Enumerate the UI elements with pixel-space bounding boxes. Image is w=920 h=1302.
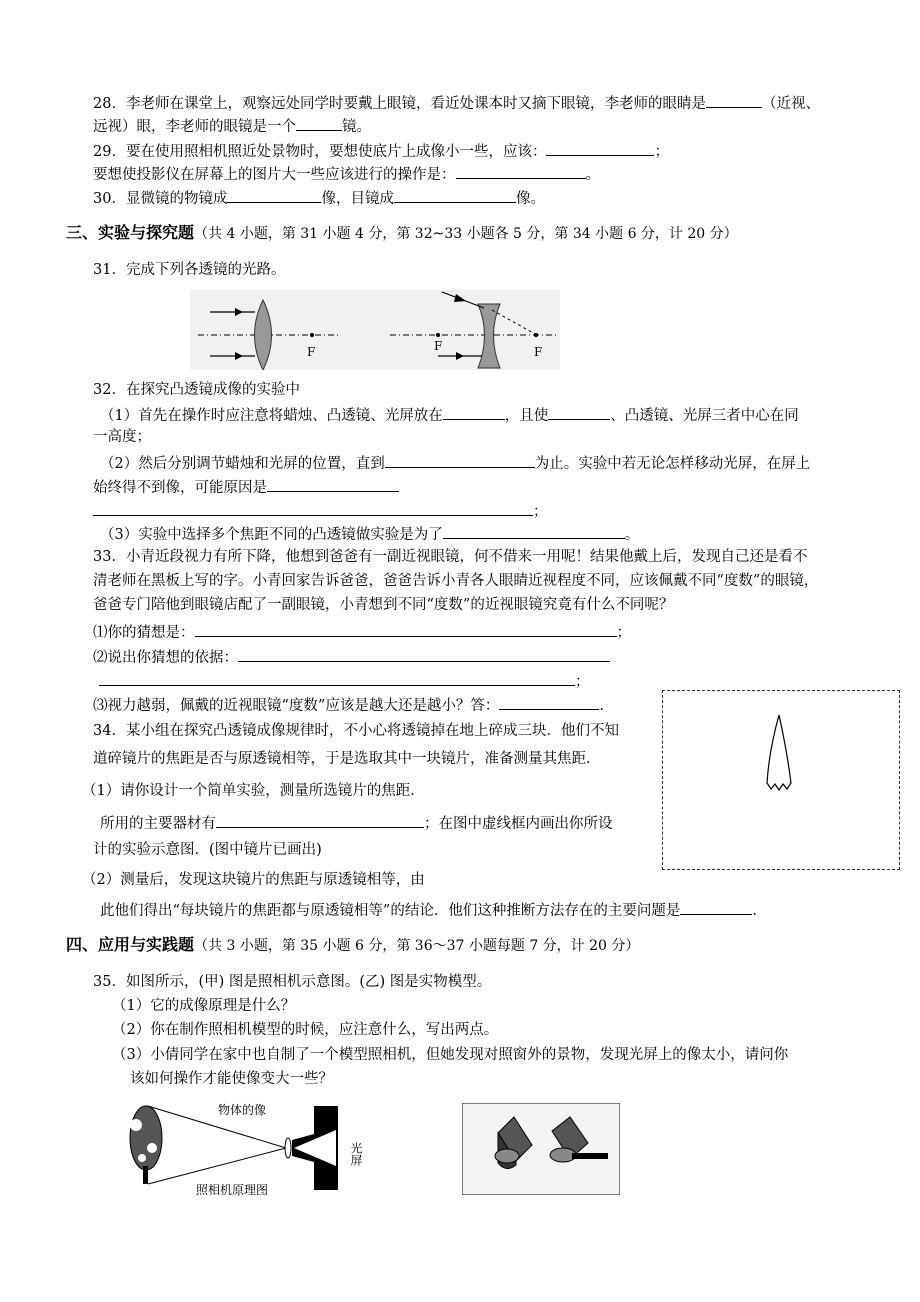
q29-line1: 29．要在使用照相机照近处景物时，要想使底片上成像小一些，应该： ；	[93, 140, 669, 162]
q31-lens-diagrams	[190, 290, 560, 370]
q33-sub2-line: ；	[93, 670, 590, 692]
q33-sub1: ⑴你的猜想是： ；	[93, 621, 631, 643]
q35-line1: 35．如图所示，(甲) 图是照相机示意图。(乙) 图是实物模型。	[93, 974, 492, 990]
q34-line2: 道碎镜片的焦距是否与原透镜相等，于是选取其中一块镜片，准备测量其焦距．	[93, 751, 601, 767]
q32-blank-6[interactable]	[443, 523, 625, 539]
q35-part1: （1）它的成像原理是什么？	[112, 998, 296, 1014]
model-photo-frame	[462, 1103, 620, 1195]
q34-line7: 此他们得出“每块镜片的焦距都与原透镜相等”的结论．他们这种推断方法存在的主要问题是 .	[100, 899, 757, 921]
q33-line3: 爸爸专门陪他到眼镜店配了一副眼镜，小青想到不同“度数”的近视眼镜究竟有什么不同呢？	[93, 597, 674, 613]
q30-line: 30．显微镜的物镜成 像，目镜成 像。	[93, 187, 545, 209]
q31-focus-2	[436, 333, 440, 337]
q34-line4: 所用的主要器材有 ；在图中虚线框内画出你所设	[100, 812, 613, 834]
q30-blank-2[interactable]	[394, 187, 516, 203]
q34-line6: （2）测量后，发现这块镜片的焦距与原透镜相等，由	[82, 872, 425, 888]
q32-intro: 32．在探究凸透镜成像的实验中	[93, 382, 300, 398]
q31-focus-3	[534, 333, 538, 337]
camera-figure-caption: 照相机原理图	[196, 1183, 269, 1197]
image-of-object-label: 物体的像	[218, 1103, 267, 1117]
q33-sub3: ⑶视力越弱，佩戴的近视眼镜“度数”应该是越大还是越小？答： .	[93, 694, 604, 716]
q33-line2: 清老师在黑板上写的字。小青回家告诉爸爸，爸爸告诉小青各人眼睛近视程度不同，应该佩戴不同“度数”的眼镜，	[93, 573, 819, 589]
tree-icon	[130, 1106, 162, 1184]
camera-ray-bottom	[148, 1148, 286, 1184]
q32-blank-4[interactable]	[267, 476, 399, 492]
q34-blank-2[interactable]	[680, 899, 752, 915]
q32-part1-cont: 一高度；	[93, 429, 151, 445]
screen-label: 光屏	[349, 1142, 363, 1166]
q34-drawing-box[interactable]	[662, 690, 900, 870]
q35-part2: （2）你在制作照相机模型的时候，应注意什么，写出两点。	[112, 1022, 499, 1038]
tube-handle	[572, 1153, 608, 1159]
q33-sub2: ⑵说出你猜想的依据：	[93, 646, 610, 668]
q35-part3: （3）小倩同学在家中也自制了一个模型照相机，但她发现对照窗外的景物，发现光屏上的像太小，请问你	[112, 1047, 789, 1063]
q31-f-label-2: F	[434, 339, 443, 353]
q32-part2: （2）然后分别调节蜡烛和光屏的位置，直到 为止。实验中若无论怎样移动光屏，在屏上	[100, 452, 810, 474]
q34-line1: 34．某小组在探究凸透镜成像规律时，不小心将透镜掉在地上碎成三块．他们不知	[93, 723, 619, 739]
q32-part2-line: ；	[93, 500, 548, 522]
q32-part1: （1）首先在操作时应注意将蜡烛、凸透镜、光屏放在 ，且使 、凸透镜、光屏三者中心在同	[100, 404, 799, 426]
q32-part2-cont: 始终得不到像，可能原因是	[93, 476, 399, 498]
q31-figure-background	[190, 290, 560, 370]
q31-f-label-1: F	[307, 345, 316, 359]
q29-blank-2[interactable]	[456, 163, 586, 179]
camera-principle-figure	[118, 1100, 388, 1200]
section-3-heading: 三、实验与探究题（共 4 小题，第 31 小题 4 分，第 32~33 小题各 5 分，第 34 小题 6 分，计 20 分）	[66, 223, 738, 242]
q32-blank-1[interactable]	[443, 404, 505, 420]
lens-fragment-drawing	[663, 691, 897, 867]
q33-blank-4[interactable]	[499, 694, 599, 710]
q29-line2: 要想使投影仪在屏幕上的图片大一些应该进行的操作是： 。	[93, 163, 600, 185]
q32-blank-5[interactable]	[93, 500, 533, 516]
q34-blank-1[interactable]	[216, 812, 424, 828]
q33-blank-1[interactable]	[195, 621, 617, 637]
q31-f-label-3: F	[534, 345, 543, 359]
section-4-heading: 四、应用与实践题（共 3 小题，第 35 小题 6 分，第 36～37 小题每题 7 分，计 20 分）	[66, 935, 640, 954]
lens-fragment-icon	[767, 715, 791, 790]
q31-text: 31．完成下列各透镜的光路。	[93, 262, 286, 278]
q30-blank-1[interactable]	[227, 187, 321, 203]
q28-blank-1[interactable]	[706, 92, 762, 108]
q32-blank-3[interactable]	[385, 452, 535, 468]
q31-focus-1	[310, 333, 314, 337]
q34-line3: （1）请你设计一个简单实验，测量所选镜片的焦距．	[82, 783, 425, 799]
q28-blank-2[interactable]	[296, 115, 342, 131]
camera-model-photo	[462, 1103, 620, 1195]
q33-blank-3[interactable]	[99, 670, 575, 686]
q33-blank-2[interactable]	[238, 646, 610, 662]
camera-lens-icon	[285, 1138, 291, 1158]
q32-part3: （3）实验中选择多个焦距不同的凸透镜做实验是为了 。	[100, 523, 639, 545]
q28-line2: 远视）眼，李老师的眼镜是一个 镜。	[93, 115, 371, 137]
q33-line1: 33．小青近段视力有所下降，他想到爸爸有一副近视眼镜，何不借来一用呢！结果他戴上后，发现自己还是看不	[93, 549, 808, 565]
q28-line1: 28．李老师在课堂上，观察远处同学时要戴上眼镜，看近处课本时又摘下眼镜，李老师的眼睛是 （近视、	[93, 92, 820, 114]
q32-blank-2[interactable]	[548, 404, 610, 420]
q29-blank-1[interactable]	[546, 140, 654, 156]
q34-line5: 计的实验示意图．(图中镜片已画出)	[93, 842, 322, 858]
q35-part3-cont: 该如何操作才能使像变大一些？	[130, 1071, 333, 1087]
